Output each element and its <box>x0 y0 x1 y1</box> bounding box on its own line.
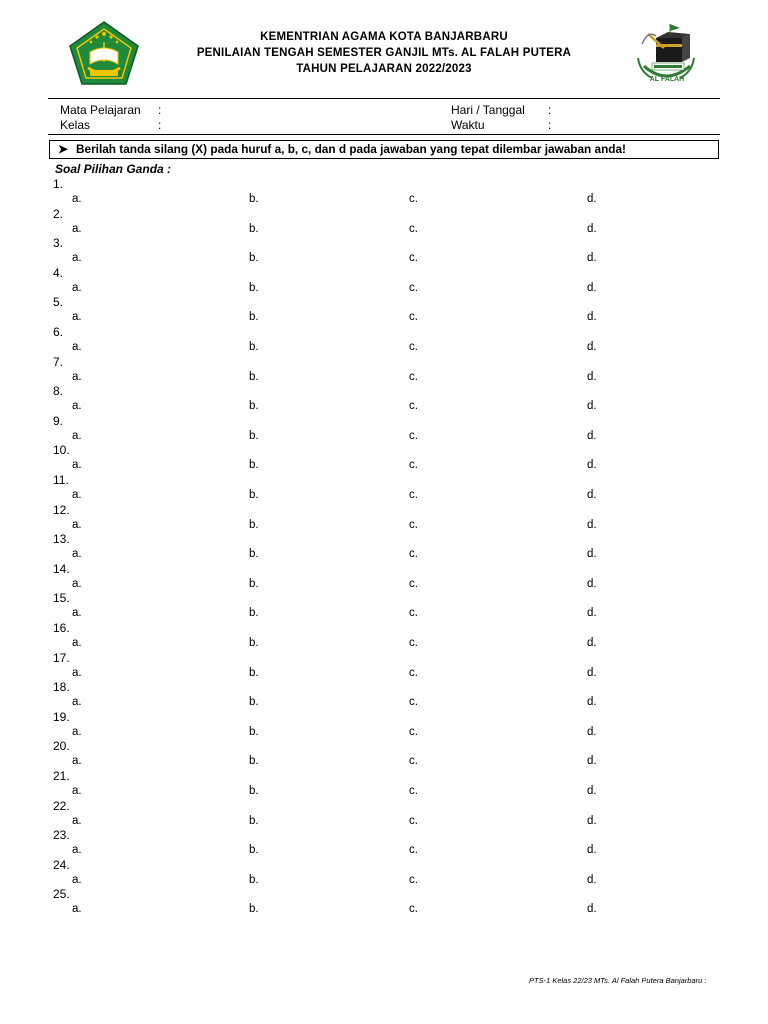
answer-option-b: b. <box>249 577 259 590</box>
instruction-box <box>49 140 719 159</box>
header-line-1: KEMENTRIAN AGAMA KOTA BANJARBARU <box>260 31 508 43</box>
answer-option-d: d. <box>587 429 597 442</box>
answer-option-a: a. <box>72 577 82 590</box>
answer-option-a: a. <box>72 903 82 916</box>
answer-option-d: d. <box>587 607 597 620</box>
answer-option-a: a. <box>72 844 82 857</box>
answer-option-b: b. <box>249 370 259 383</box>
question-number: 4. <box>53 265 64 280</box>
answer-option-d: d. <box>587 666 597 679</box>
answer-option-a: a. <box>72 725 82 738</box>
question-number: 19. <box>53 709 70 724</box>
answer-option-d: d. <box>587 193 597 205</box>
answer-option-c: c. <box>409 725 418 738</box>
question-number: 8. <box>53 384 64 399</box>
answer-option-a: a. <box>72 459 82 472</box>
answer-option-b: b. <box>249 785 259 797</box>
question-number: 17. <box>53 650 70 665</box>
answer-option-a: a. <box>72 341 82 353</box>
answer-option-d: d. <box>587 755 597 768</box>
document-header <box>0 0 768 98</box>
answer-option-b: b. <box>249 814 259 827</box>
answer-option-d: d. <box>587 518 597 531</box>
answer-option-c: c. <box>409 193 418 205</box>
question-number: 14. <box>53 561 70 576</box>
answer-option-c: c. <box>409 844 418 857</box>
answer-option-b: b. <box>249 459 259 472</box>
answer-option-a: a. <box>72 193 82 205</box>
pesantren-logo-icon <box>630 20 702 92</box>
answer-option-d: d. <box>587 725 597 738</box>
answer-option-d: d. <box>587 400 597 413</box>
answer-option-a: a. <box>72 607 82 620</box>
header-divider <box>48 98 720 99</box>
answer-option-d: d. <box>587 341 597 353</box>
answer-option-a: a. <box>72 814 82 827</box>
question-number: 6. <box>53 325 64 339</box>
answer-option-c: c. <box>409 459 418 472</box>
answer-option-c: c. <box>409 755 418 768</box>
answer-option-b: b. <box>249 252 259 265</box>
answer-option-c: c. <box>409 873 418 886</box>
question-number: 3. <box>53 236 64 251</box>
question-number: 9. <box>53 413 64 428</box>
answer-option-c: c. <box>409 785 418 797</box>
page-footer: PTS-1 Kelas 22/23 MTs. Al Falah Putera Banjarbaru : <box>529 976 707 985</box>
answer-option-b: b. <box>249 725 259 738</box>
answer-option-b: b. <box>249 844 259 857</box>
answer-option-c: c. <box>409 518 418 531</box>
answer-option-c: c. <box>409 607 418 620</box>
answer-option-c: c. <box>409 489 418 501</box>
question-number: 5. <box>53 295 64 310</box>
answer-option-d: d. <box>587 873 597 886</box>
question-number: 20. <box>53 739 70 754</box>
answer-option-a: a. <box>72 637 82 649</box>
answer-option-b: b. <box>249 548 259 561</box>
answer-option-c: c. <box>409 666 418 679</box>
info-divider <box>48 134 720 135</box>
answer-option-a: a. <box>72 400 82 413</box>
question-number: 23. <box>53 828 70 843</box>
answer-option-c: c. <box>409 281 418 294</box>
header-line-3: TAHUN PELAJARAN 2022/2023 <box>296 63 472 75</box>
header-title <box>150 29 618 77</box>
hari-tanggal-colon: : <box>548 103 552 117</box>
answer-option-d: d. <box>587 489 597 501</box>
kemenag-logo-icon <box>68 20 140 86</box>
question-number: 10. <box>53 443 70 458</box>
question-number: 15. <box>53 591 70 606</box>
answer-option-a: a. <box>72 252 82 265</box>
waktu-label: Waktu <box>451 118 485 132</box>
question-number: 22. <box>53 798 70 813</box>
question-number: 21. <box>53 769 70 783</box>
answer-option-c: c. <box>409 311 418 324</box>
arrow-bullet-icon: ➤ <box>58 142 68 156</box>
answer-option-a: a. <box>72 696 82 709</box>
answer-option-d: d. <box>587 252 597 265</box>
question-number: 24. <box>53 857 70 872</box>
answer-option-d: d. <box>587 281 597 294</box>
answer-option-d: d. <box>587 785 597 797</box>
answer-option-a: a. <box>72 666 82 679</box>
answer-option-d: d. <box>587 370 597 383</box>
hari-tanggal-label: Hari / Tanggal <box>451 103 525 117</box>
answer-option-c: c. <box>409 222 418 235</box>
kelas-label: Kelas <box>60 118 91 132</box>
kelas-colon: : <box>158 118 162 132</box>
answer-option-a: a. <box>72 281 82 294</box>
answer-option-b: b. <box>249 429 259 442</box>
question-number: 1. <box>53 177 64 191</box>
answer-option-b: b. <box>249 281 259 294</box>
answer-option-b: b. <box>249 607 259 620</box>
answer-option-b: b. <box>249 341 259 353</box>
answer-option-c: c. <box>409 814 418 827</box>
answer-option-b: b. <box>249 873 259 886</box>
answer-option-d: d. <box>587 577 597 590</box>
answer-option-d: d. <box>587 637 597 649</box>
answer-option-c: c. <box>409 400 418 413</box>
instruction-text: Berilah tanda silang (X) pada huruf a, b, c, dan d pada jawaban yang tepat dilembar jawaban anda! <box>76 142 626 156</box>
question-number: 2. <box>53 206 64 221</box>
answer-option-d: d. <box>587 844 597 857</box>
answer-option-b: b. <box>249 666 259 679</box>
question-number: 16. <box>53 621 70 635</box>
svg-text:AL FALAH: AL FALAH <box>649 76 685 83</box>
mata-pelajaran-colon: : <box>158 103 162 117</box>
waktu-colon: : <box>548 118 552 132</box>
answer-option-d: d. <box>587 311 597 324</box>
answer-option-a: a. <box>72 548 82 561</box>
answer-option-a: a. <box>72 873 82 886</box>
answer-option-d: d. <box>587 459 597 472</box>
answer-option-b: b. <box>249 637 259 649</box>
answer-option-a: a. <box>72 370 82 383</box>
answer-option-a: a. <box>72 755 82 768</box>
section-title: Soal Pilihan Ganda : <box>55 162 172 176</box>
question-number: 12. <box>53 502 70 517</box>
answer-option-b: b. <box>249 311 259 324</box>
question-number: 25. <box>53 887 70 902</box>
answer-option-b: b. <box>249 518 259 531</box>
answer-option-d: d. <box>587 814 597 827</box>
answer-option-b: b. <box>249 222 259 235</box>
question-number: 18. <box>53 680 70 695</box>
answer-option-d: d. <box>587 548 597 561</box>
question-number: 13. <box>53 532 70 547</box>
answer-option-b: b. <box>249 755 259 768</box>
answer-option-a: a. <box>72 518 82 531</box>
answer-option-a: a. <box>72 785 82 797</box>
answer-option-c: c. <box>409 429 418 442</box>
answer-option-c: c. <box>409 252 418 265</box>
answer-option-c: c. <box>409 577 418 590</box>
answer-option-b: b. <box>249 903 259 916</box>
answer-option-c: c. <box>409 903 418 916</box>
answer-option-b: b. <box>249 489 259 501</box>
answer-option-c: c. <box>409 370 418 383</box>
answer-option-c: c. <box>409 637 418 649</box>
answer-option-b: b. <box>249 400 259 413</box>
question-number: 7. <box>53 354 64 369</box>
answer-option-a: a. <box>72 489 82 501</box>
answer-option-d: d. <box>587 222 597 235</box>
answer-option-c: c. <box>409 696 418 709</box>
answer-option-c: c. <box>409 548 418 561</box>
answer-option-b: b. <box>249 193 259 205</box>
answer-option-a: a. <box>72 311 82 324</box>
question-number: 11. <box>53 473 69 487</box>
mata-pelajaran-label: Mata Pelajaran <box>60 103 141 117</box>
answer-option-a: a. <box>72 222 82 235</box>
answer-option-b: b. <box>249 696 259 709</box>
answer-option-d: d. <box>587 696 597 709</box>
answer-option-a: a. <box>72 429 82 442</box>
answer-option-d: d. <box>587 903 597 916</box>
header-line-2: PENILAIAN TENGAH SEMESTER GANJIL MTs. AL FALAH PUTERA <box>196 47 572 59</box>
answer-option-c: c. <box>409 341 418 353</box>
